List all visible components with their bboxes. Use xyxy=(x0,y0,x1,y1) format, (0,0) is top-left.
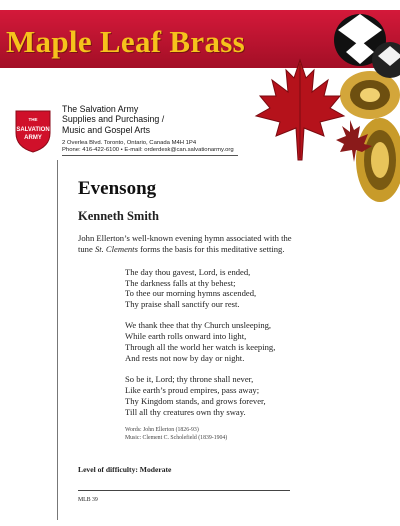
hymn-line: And rests not now by day or night. xyxy=(125,352,245,363)
logo-text-mid: SALVATION xyxy=(16,127,50,133)
intro-text-end: forms the basis for this meditative setting. xyxy=(137,243,285,254)
left-margin-rule xyxy=(57,160,58,520)
publisher-address: 2 Overlea Blvd. Toronto, Ontario, Canada M4H 1P4 xyxy=(62,140,197,146)
publisher-line: Supplies and Purchasing / xyxy=(62,114,165,125)
composer-name: Kenneth Smith xyxy=(78,209,159,223)
catalog-code: MLB 39 xyxy=(78,497,98,503)
difficulty-level: Level of difficulty: Moderate xyxy=(78,465,172,474)
hymn-line: Till all thy creatures own thy sway. xyxy=(125,406,246,417)
logo-text-top: THE xyxy=(28,117,38,122)
hymn-credits xyxy=(125,427,378,442)
hymn-stanza-3 xyxy=(125,374,378,418)
valve-pattern-icon xyxy=(334,14,400,78)
publisher-name xyxy=(62,104,164,135)
intro-paragraph xyxy=(78,233,300,255)
music-credit: Music: Clement C. Scholefield (1839-1904) xyxy=(125,434,228,441)
hymn-line: We thank thee that thy Church unsleeping, xyxy=(125,320,272,331)
tune-name: St. Clements xyxy=(94,243,138,254)
publisher-line: Music and Gospel Arts xyxy=(62,124,151,135)
header-divider xyxy=(62,155,238,156)
footer-divider xyxy=(78,490,290,491)
hymn-stanza-2 xyxy=(125,320,378,364)
banner-title: Maple Leaf Brass xyxy=(6,24,245,59)
hymn-line: Thy Kingdom stands, and grows forever, xyxy=(125,395,266,406)
hymn-line: Through all the world her watch is keeping, xyxy=(125,342,276,353)
hymn-stanza-1 xyxy=(125,267,378,311)
piece-title: Evensong xyxy=(78,178,157,199)
hymn-line: Like earth’s proud empires, pass away; xyxy=(125,384,260,395)
publisher-contact: Phone: 416-422-6100 • E-mail: orderdesk@can.salvationarmy.org xyxy=(62,147,234,154)
logo-text-bottom: ARMY xyxy=(24,135,42,141)
intro-text: John Ellerton’s well-known evening hymn associated with the tune xyxy=(78,233,292,254)
hymn-line: Thy praise shall sanctify our rest. xyxy=(125,299,240,310)
hymn-line: So be it, Lord; thy throne shall never, xyxy=(125,373,254,384)
maple-leaf-icon xyxy=(256,60,344,160)
words-credit: Words: John Ellerton (1826-93) xyxy=(125,427,199,434)
salvation-army-shield-logo xyxy=(12,107,54,153)
main-content xyxy=(78,178,378,442)
tuba-bell-icon xyxy=(340,71,400,119)
hymn-line: The day thou gavest, Lord, is ended, xyxy=(125,266,251,277)
publisher-line: The Salvation Army xyxy=(62,104,139,114)
publisher-address-block xyxy=(62,140,234,154)
hymn-line: While earth rolls onward into light, xyxy=(125,331,247,342)
hymn-line: To thee our morning hymns ascended, xyxy=(125,288,257,299)
hymn-line: The darkness falls at thy behest; xyxy=(125,277,236,288)
